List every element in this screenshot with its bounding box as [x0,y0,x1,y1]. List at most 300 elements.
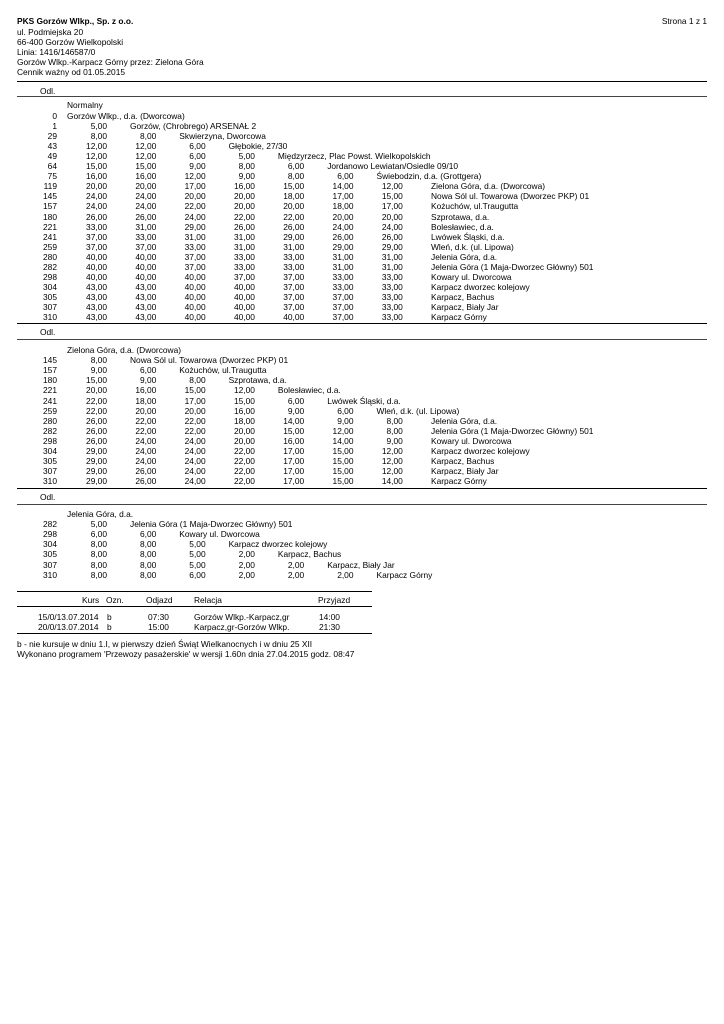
fare-cell: 2,00 [287,559,305,570]
fare-cell: 2,00 [238,559,255,570]
row-distance: 305 [43,549,57,560]
fare-cell: 22,00 [233,211,255,222]
row-distance: 310 [43,312,57,322]
stop-name: Gorzów, (Chrobrego) ARSENAŁ 2 [130,121,257,131]
course-id: 20/0/13.07.2014 [38,622,99,632]
fare-cell: 24,00 [135,201,157,212]
fare-cell: 15,00 [86,161,107,172]
stop-name: Nowa Sól ul. Towarowa (Dworzec PKP) 01 [431,191,590,202]
row-distance: 282 [43,261,57,272]
fare-cell: 40,00 [233,302,255,312]
fare-cell: 40,00 [233,312,255,322]
line-number: Linia: 1416/146587/0 [17,47,96,57]
fare-cell: 33,00 [233,261,255,272]
fare-cell: 26,00 [381,231,403,242]
fare-cell: 37,00 [283,271,305,282]
fare-cell: 31,00 [184,231,206,242]
stop-name: Międzyrzecz, Plac Powst. Wielkopolskich [277,151,431,162]
fare-cell: 2,00 [238,549,255,560]
stop-name: Szprotawa, d.a. [228,375,287,386]
stop-name: Karpacz Górny [431,312,487,322]
fare-cell: 31,00 [283,241,305,252]
stop-name: Karpacz, Biały Jar [431,466,499,477]
fare-cell: 15,00 [332,456,354,467]
fare-cell: 2,00 [287,569,305,580]
courses-column-header: Relacja [194,595,222,605]
course-departure: 15:00 [148,622,169,632]
fare-cell: 17,00 [381,201,403,212]
fare-cell: 22,00 [233,456,255,467]
stop-name: Świebodzin, d.a. (Grottgera) [376,171,482,182]
fare-cell: 24,00 [184,476,206,487]
fare-cell: 24,00 [184,435,206,446]
fare-cell: 6,00 [189,151,206,162]
row-distance: 305 [43,291,57,302]
fare-cell: 40,00 [184,281,206,292]
fare-cell: 16,00 [283,435,305,446]
fare-cell: 9,00 [238,171,255,182]
fare-cell: 8,00 [140,549,157,560]
stop-name: Karpacz, Bachus [431,456,495,467]
fare-cell: 15,00 [233,395,255,406]
course-arrival: 14:00 [319,612,340,622]
row-distance: 241 [43,231,57,242]
fare-cell: 24,00 [184,456,206,467]
fare-cell: 20,00 [184,405,206,416]
fare-cell: 31,00 [332,251,354,262]
fare-cell: 43,00 [86,281,107,292]
fare-cell: 15,00 [283,181,305,192]
fare-cell: 40,00 [184,271,206,282]
fare-cell: 16,00 [233,181,255,192]
fare-cell: 37,00 [332,302,354,312]
stop-name: Zielona Góra, d.a. (Dworcowa) [67,345,182,355]
fare-cell: 6,00 [140,365,157,376]
fare-cell: 2,00 [238,569,255,580]
fare-cell: 43,00 [135,312,157,322]
stop-name: Karpacz, Bachus [277,549,342,560]
fare-cell: 14,00 [283,415,305,426]
fare-cell: 16,00 [135,171,157,182]
fare-cell: 8,00 [90,549,107,560]
fare-cell: 6,00 [337,405,354,416]
fare-cell: 8,00 [140,131,157,142]
row-distance: 221 [43,385,57,396]
fare-cell: 15,00 [283,425,305,436]
fare-cell: 33,00 [381,312,403,322]
row-distance: 0 [52,111,57,121]
stop-name: Jelenia Góra (1 Maja-Dworzec Główny) 501 [431,261,594,272]
fare-cell: 12,00 [332,425,354,436]
stop-name: Bolesławiec, d.a. [277,385,341,396]
fare-cell: 31,00 [381,261,403,272]
route-description: Gorzów Wlkp.-Karpacz Górny przez: Zielona Góra [17,57,204,67]
course-id: 15/0/13.07.2014 [38,612,99,622]
fare-cell: 22,00 [86,395,107,406]
fare-cell: 15,00 [135,161,157,172]
fare-cell: 22,00 [86,405,107,416]
row-distance: 305 [43,456,57,467]
row-distance: 310 [43,569,57,580]
fare-cell: 29,00 [86,456,107,467]
fare-cell: 20,00 [184,191,206,202]
fare-cell: 22,00 [233,476,255,487]
fare-cell: 29,00 [332,241,354,252]
fare-cell: 29,00 [86,446,107,456]
fare-cell: 43,00 [135,291,157,302]
course-mark: b [107,612,112,622]
fare-cell: 12,00 [381,181,403,192]
fare-cell: 24,00 [135,456,157,467]
fare-cell: 26,00 [86,425,107,436]
fare-cell: 6,00 [90,529,107,540]
section-header-rule [17,96,707,97]
fare-cell: 26,00 [86,415,107,426]
fare-cell: 8,00 [287,171,305,182]
fare-cell: 33,00 [283,261,305,272]
fare-cell: 33,00 [283,251,305,262]
course-relation: Karpacz,gr-Gorzów Wlkp. [194,622,290,632]
stop-name: Kożuchów, ul.Traugutta [179,365,267,376]
fare-cell: 17,00 [283,476,305,487]
fare-cell: 17,00 [332,191,354,202]
fare-cell: 15,00 [332,476,354,487]
row-distance: 307 [43,466,57,477]
fare-cell: 29,00 [283,231,305,242]
fare-cell: 20,00 [381,211,403,222]
fare-cell: 22,00 [233,446,255,456]
fare-cell: 43,00 [135,281,157,292]
fare-cell: 40,00 [283,312,305,322]
fare-cell: 5,00 [90,519,107,530]
fare-cell: 37,00 [135,241,157,252]
fare-cell: 20,00 [135,181,157,192]
fare-cell: 6,00 [337,171,354,182]
fare-cell: 22,00 [233,466,255,477]
stop-name: Karpacz dworzec kolejowy [431,281,530,292]
stop-name: Jelenia Góra, d.a. [67,509,134,519]
fare-cell: 6,00 [189,141,206,152]
row-distance: 304 [43,446,57,456]
stop-name: Karpacz dworzec kolejowy [431,446,530,456]
fare-cell: 24,00 [135,191,157,202]
courses-column-header: Odjazd [146,595,173,605]
fare-cell: 8,00 [90,539,107,550]
row-distance: 280 [43,251,57,262]
fare-cell: 12,00 [381,446,403,456]
fare-cell: 43,00 [135,302,157,312]
fare-cell: 26,00 [135,476,157,487]
fare-cell: 33,00 [381,281,403,292]
stop-name: Lwówek Śląski, d.a. [327,395,401,406]
stop-name: Kowary ul. Dworcowa [179,529,260,540]
stop-name: Karpacz, Biały Jar [327,559,395,570]
courses-column-header: Przyjazd [318,595,351,605]
fare-cell: 33,00 [332,281,354,292]
row-distance: 157 [43,365,57,376]
fare-cell: 8,00 [90,559,107,570]
fare-cell: 20,00 [283,201,305,212]
fare-cell: 9,00 [189,161,206,172]
stop-name: Bolesławiec, d.a. [431,221,494,232]
fare-cell: 29,00 [86,466,107,477]
fare-cell: 37,00 [332,312,354,322]
fare-cell: 37,00 [332,291,354,302]
fare-cell: 37,00 [233,271,255,282]
fare-cell: 26,00 [233,221,255,232]
stop-name: Karpacz dworzec kolejowy [228,539,328,550]
courses-bottom-rule [17,633,372,634]
fare-cell: 9,00 [337,415,354,426]
stop-name: Gorzów Wlkp., d.a. (Dworcowa) [67,111,185,121]
fare-cell: 5,00 [90,121,107,131]
section-top-rule [17,81,707,82]
fare-cell: 18,00 [332,201,354,212]
fare-cell: 8,00 [386,415,403,426]
fare-cell: 8,00 [90,131,107,142]
fare-cell: 31,00 [135,221,157,232]
fare-cell: 12,00 [86,151,107,162]
row-distance: 29 [47,131,57,142]
fare-cell: 17,00 [283,456,305,467]
row-distance: 280 [43,415,57,426]
price-list-validity: Cennik ważny od 01.05.2015 [17,67,126,77]
fare-cell: 37,00 [283,291,305,302]
fare-cell: 37,00 [86,231,107,242]
fare-cell: 20,00 [233,191,255,202]
courses-column-header: Kurs [82,595,100,605]
fare-cell: 16,00 [86,171,107,182]
fare-cell: 12,00 [135,151,157,162]
fare-cell: 6,00 [287,161,305,172]
course-mark: b [107,622,112,632]
fare-cell: 33,00 [381,271,403,282]
fare-cell: 18,00 [233,415,255,426]
fare-cell: 5,00 [189,549,206,560]
fare-cell: 43,00 [86,291,107,302]
fare-cell: 33,00 [381,302,403,312]
fare-cell: 12,00 [381,456,403,467]
fare-cell: 16,00 [233,405,255,416]
fare-cell: 15,00 [381,191,403,202]
fare-cell: 31,00 [233,231,255,242]
row-distance: 307 [43,559,57,570]
stop-name: Lwówek Śląski, d.a. [431,231,505,242]
fare-cell: 37,00 [283,281,305,292]
section-top-rule [17,488,707,489]
course-relation: Gorzów Wlkp.-Karpacz,gr [194,612,290,622]
stop-name: Wleń, d.k. (ul. Lipowa) [431,241,514,252]
fare-cell: 18,00 [283,191,305,202]
fare-cell: 29,00 [381,241,403,252]
distance-header: Odl. [40,492,56,502]
fare-cell: 33,00 [184,241,206,252]
fare-cell: 24,00 [184,466,206,477]
row-distance: 180 [43,375,57,386]
fare-cell: 43,00 [86,302,107,312]
row-distance: 298 [43,529,57,540]
fare-cell: 37,00 [184,261,206,272]
fare-cell: 9,00 [287,405,305,416]
fare-cell: 5,00 [189,559,206,570]
stop-name: Skwierzyna, Dworcowa [179,131,266,142]
row-distance: 49 [47,151,57,162]
courses-header-rule [17,606,372,607]
fare-cell: 26,00 [135,211,157,222]
fare-cell: 26,00 [332,231,354,242]
fare-cell: 12,00 [184,171,206,182]
fare-cell: 20,00 [86,181,107,192]
fare-cell: 40,00 [184,312,206,322]
fare-cell: 15,00 [332,466,354,477]
fare-cell: 40,00 [135,261,157,272]
row-distance: 310 [43,476,57,487]
stop-name: Jordanowo Lewiatan/Osiedle 09/10 [327,161,459,172]
row-distance: 298 [43,435,57,446]
course-arrival: 21:30 [319,622,340,632]
fare-cell: 2,00 [337,569,354,580]
fare-cell: 20,00 [135,405,157,416]
fare-cell: 40,00 [184,291,206,302]
stop-name: Nowa Sól ul. Towarowa (Dworzec PKP) 01 [130,355,289,366]
fare-cell: 24,00 [135,446,157,456]
distance-header: Odl. [40,327,56,337]
row-distance: 180 [43,211,57,222]
stop-name: Jelenia Góra, d.a. [431,415,498,426]
courses-column-header: Ozn. [106,595,124,605]
fare-cell: 6,00 [140,529,157,540]
row-distance: 282 [43,425,57,436]
fare-cell: 12,00 [233,385,255,396]
fare-cell: 40,00 [135,271,157,282]
row-distance: 241 [43,395,57,406]
footnote: b - nie kursuje w dniu 1.I, w pierwszy dzień Świąt Wielkanocnych i w dniu 25 XII [17,639,313,649]
row-distance: 221 [43,221,57,232]
fare-cell: 9,00 [386,435,403,446]
fare-cell: 18,00 [135,395,157,406]
stop-name: Szprotawa, d.a. [431,211,490,222]
fare-cell: 43,00 [86,312,107,322]
fare-cell: 24,00 [381,221,403,232]
fare-cell: 20,00 [233,425,255,436]
fare-cell: 8,00 [140,539,157,550]
stop-name: Jelenia Góra (1 Maja-Dworzec Główny) 501 [431,425,594,436]
section-top-rule [17,323,707,324]
fare-cell: 40,00 [86,261,107,272]
fare-cell: 33,00 [332,271,354,282]
generated-info: Wykonano programem 'Przewozy pasażerskie' w wersji 1.60n dnia 27.04.2015 godz. 08:47 [17,649,355,659]
row-distance: 75 [47,171,57,182]
row-distance: 304 [43,539,57,550]
fare-cell: 6,00 [287,395,305,406]
stop-name: Jelenia Góra (1 Maja-Dworzec Główny) 501 [130,519,293,530]
fare-cell: 40,00 [233,291,255,302]
fare-cell: 17,00 [184,395,206,406]
fare-cell: 14,00 [332,435,354,446]
fare-cell: 9,00 [140,375,157,386]
fare-cell: 33,00 [86,221,107,232]
fare-cell: 8,00 [90,569,107,580]
fare-cell: 24,00 [86,201,107,212]
row-distance: 282 [43,519,57,530]
fare-cell: 9,00 [90,365,107,376]
fare-cell: 8,00 [238,161,255,172]
fare-cell: 24,00 [184,211,206,222]
row-distance: 259 [43,241,57,252]
fare-cell: 24,00 [86,191,107,202]
fare-cell: 40,00 [86,251,107,262]
company-name: PKS Gorzów Wlkp., Sp. z o.o. [17,16,134,26]
fare-cell: 26,00 [135,466,157,477]
stop-name: Karpacz, Biały Jar [431,302,499,312]
fare-cell: 40,00 [86,271,107,282]
fare-cell: 33,00 [233,251,255,262]
row-distance: 307 [43,302,57,312]
fare-type-title: Normalny [67,100,103,110]
fare-cell: 20,00 [86,385,107,396]
row-distance: 119 [43,181,57,192]
page-number: Strona 1 z 1 [661,16,707,26]
fare-cell: 37,00 [184,251,206,262]
fare-cell: 17,00 [283,466,305,477]
fare-cell: 31,00 [332,261,354,272]
row-distance: 304 [43,281,57,292]
fare-cell: 8,00 [386,425,403,436]
fare-cell: 26,00 [86,211,107,222]
fare-cell: 20,00 [332,211,354,222]
stop-name: Kowary ul. Dworcowa [431,271,512,282]
fare-cell: 15,00 [184,385,206,396]
fare-cell: 14,00 [332,181,354,192]
row-distance: 298 [43,271,57,282]
fare-cell: 8,00 [140,569,157,580]
course-departure: 07:30 [148,612,169,622]
fare-cell: 26,00 [86,435,107,446]
fare-cell: 29,00 [184,221,206,232]
fare-cell: 8,00 [189,375,206,386]
fare-cell: 5,00 [238,151,255,162]
fare-cell: 22,00 [135,425,157,436]
fare-cell: 17,00 [184,181,206,192]
fare-cell: 8,00 [140,559,157,570]
fare-cell: 33,00 [135,231,157,242]
fare-cell: 16,00 [135,385,157,396]
stop-name: Karpacz, Bachus [431,291,495,302]
fare-cell: 12,00 [86,141,107,152]
fare-cell: 5,00 [189,539,206,550]
fare-cell: 22,00 [184,415,206,426]
row-distance: 145 [43,191,57,202]
stop-name: Kowary ul. Dworcowa [431,435,512,446]
fare-cell: 24,00 [135,435,157,446]
stop-name: Wleń, d.k. (ul. Lipowa) [376,405,460,416]
stop-name: Karpacz Górny [431,476,487,487]
section-header-rule [17,504,707,505]
fare-cell: 17,00 [283,446,305,456]
stop-name: Zielona Góra, d.a. (Dworcowa) [431,181,546,192]
fare-cell: 15,00 [86,375,107,386]
fare-cell: 24,00 [332,221,354,232]
stop-name: Kożuchów, ul.Traugutta [431,201,519,212]
fare-cell: 15,00 [332,446,354,456]
stop-name: Karpacz Górny [376,569,433,580]
fare-cell: 24,00 [184,446,206,456]
fare-cell: 37,00 [283,302,305,312]
fare-cell: 31,00 [233,241,255,252]
row-distance: 157 [43,201,57,212]
row-distance: 43 [47,141,57,152]
company-street: ul. Podmiejska 20 [17,27,84,37]
